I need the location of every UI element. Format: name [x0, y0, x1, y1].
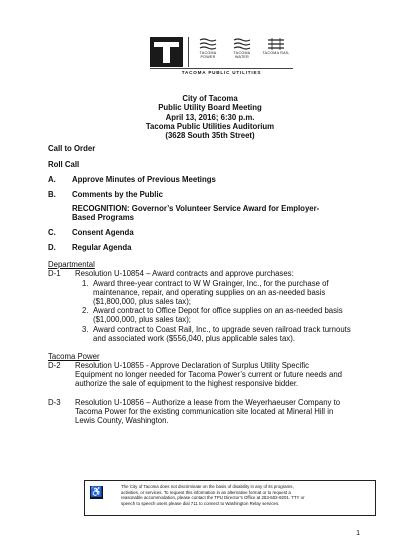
d2-line-3: authorize the sale of equipment to the highest responsive bidder. — [75, 379, 299, 388]
wheelchair-icon: ♿ — [90, 487, 103, 498]
call-to-order: Call to Order — [48, 144, 96, 153]
item-b-letter: B. — [48, 190, 56, 199]
header-meeting: Public Utility Board Meeting — [158, 103, 262, 113]
brand-name: TACOMA POWER — [199, 51, 217, 59]
brand-name: TACOMA RAIL — [262, 51, 290, 55]
meeting-header — [0, 94, 420, 140]
item-d-letter: D. — [48, 243, 56, 252]
d1-item-3-number: 3. — [82, 325, 89, 334]
d1-code: D-1 — [48, 269, 61, 278]
item-a-title: Approve Minutes of Previous Meetings — [72, 175, 216, 184]
water-waves-icon — [233, 38, 251, 50]
notice-line-1: The City of Tacoma does not discriminate on the basis of disability in any of its programs, — [121, 484, 294, 489]
item-a-letter: A. — [48, 175, 56, 184]
notice-text — [121, 484, 305, 506]
d1-item-2-line-1: Award contract to Office Depot for office supplies on an as-needed basis — [93, 306, 343, 315]
d2-code: D-2 — [48, 361, 61, 370]
accessibility-notice — [84, 480, 376, 516]
item-b-title: Comments by the Public — [72, 190, 163, 199]
tacoma-power-brand — [192, 38, 224, 59]
notice-line-2: activities, or services. To request this information in an alternative format or to request a — [121, 489, 291, 495]
d3-line-3: Lewis County, Washington. — [75, 416, 169, 425]
tacoma-public-utilities-logo — [150, 37, 293, 76]
d1-item-1-line-1: Award three-year contract to W W Grainger, Inc., for the purchase of — [93, 279, 329, 288]
power-waves-icon — [199, 38, 217, 50]
tacoma-t-logo-icon — [150, 37, 183, 67]
notice-line-4: speech to speech users please dial 711 to connect to Washington Relay services. — [121, 500, 280, 506]
d2-line-2: Equipment no longer needed for Tacoma Power’s current or future needs and — [75, 370, 342, 379]
header-date: April 13, 2016; 6:30 p.m. — [165, 112, 255, 122]
d3-line-2: Tacoma Power for the existing communication site located at Mineral Hill in — [75, 407, 334, 416]
tacoma-water-brand — [226, 38, 258, 59]
item-c-letter: C. — [48, 228, 56, 237]
departmental-heading: Departmental — [48, 260, 95, 269]
d2-line-1: Resolution U-10855 - Approve Declaration of Surplus Utility Specific — [75, 361, 310, 370]
d3-line-1: Resolution U-10856 – Authorize a lease from the Weyerhaeuser Company to — [75, 398, 341, 407]
header-address: (3628 South 35th Street) — [165, 131, 255, 141]
d1-item-2-line-2: ($1,000,000, plus sales tax); — [93, 315, 191, 324]
d1-item-3-line-2: and associated work ($556,040, plus applicable sales tax). — [93, 334, 295, 343]
d3-code: D-3 — [48, 398, 61, 407]
header-venue: Tacoma Public Utilities Auditorium — [145, 121, 275, 131]
d1-item-3-line-1: Award contract to Coast Rail, Inc., to upgrade seven railroad track turnouts — [93, 325, 351, 334]
d1-item-1-number: 1. — [82, 279, 89, 288]
item-c-title: Consent Agenda — [72, 228, 134, 237]
item-d-title: Regular Agenda — [72, 243, 132, 252]
d1-item-1-line-3: ($1,800,000, plus sales tax); — [93, 297, 191, 306]
header-city: City of Tacoma — [182, 94, 238, 103]
brand-name: TACOMA WATER — [233, 51, 251, 59]
notice-line-3: reasonable accommodation, please contact the TPU Director’s Office at 253-502-8201. TTY or — [121, 495, 305, 501]
recognition-line-1: RECOGNITION: Governor’s Volunteer Service Award for Employer- — [72, 204, 320, 213]
d1-item-2-number: 2. — [82, 306, 89, 315]
page-number: 1 — [356, 528, 361, 537]
recognition-line-2: Based Programs — [72, 213, 134, 222]
roll-call: Roll Call — [48, 160, 80, 169]
d1-title: Resolution U-10854 – Award contracts and approve purchases: — [75, 269, 294, 278]
logo-tagline: TACOMA PUBLIC UTILITIES — [181, 70, 262, 75]
tacoma-rail-brand — [260, 38, 292, 55]
d1-item-1-line-2: maintenance, repair, and operating supplies on an as-needed basis — [93, 288, 326, 297]
tacoma-power-heading: Tacoma Power — [48, 352, 100, 361]
rail-tracks-icon — [267, 38, 285, 50]
